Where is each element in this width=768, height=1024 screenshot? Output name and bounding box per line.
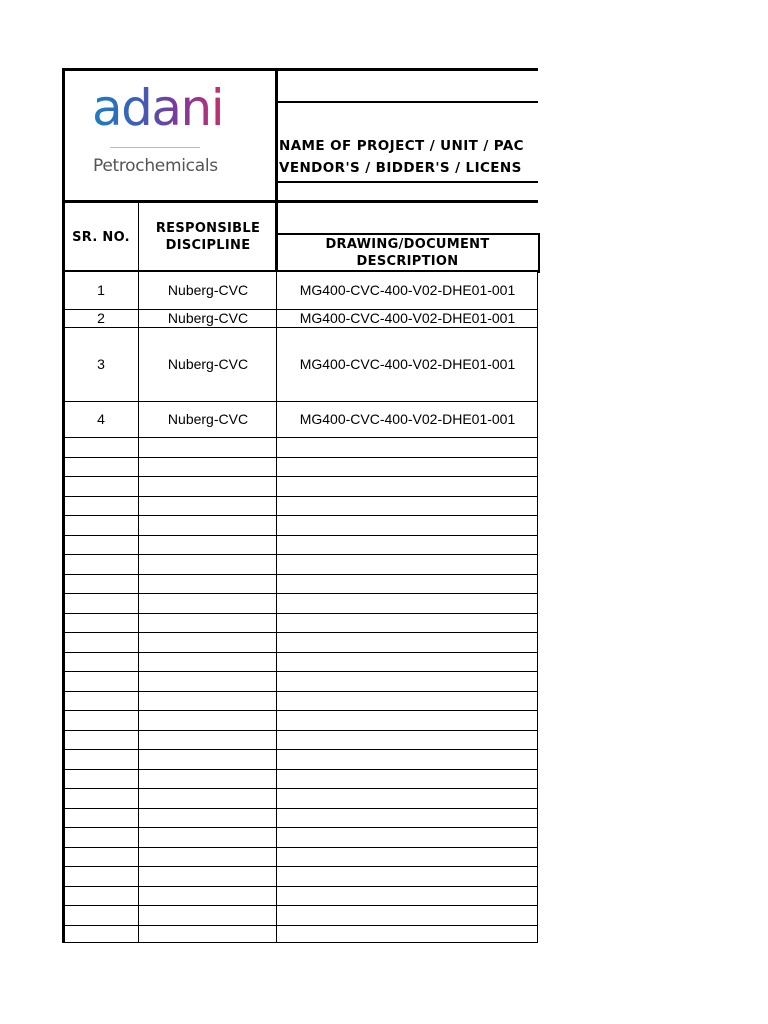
row-divider	[63, 476, 538, 477]
row-divider	[63, 866, 538, 867]
row-divider	[63, 905, 538, 906]
row-divider	[63, 554, 538, 555]
cell-description: MG400-CVC-400-V02-DHE01-001	[299, 356, 516, 372]
column-divider	[138, 203, 139, 943]
row-divider	[63, 515, 538, 516]
cell-discipline: Nuberg-CVC	[167, 356, 249, 372]
row-divider	[63, 457, 538, 458]
row-divider	[63, 925, 538, 926]
header-row-rule	[277, 101, 538, 103]
header-right-border	[538, 233, 540, 273]
row-divider	[63, 827, 538, 828]
cell-sr-no: 4	[97, 411, 105, 427]
cell-sr-no: 2	[97, 310, 105, 326]
cell-description: MG400-CVC-400-V02-DHE01-001	[299, 411, 516, 427]
row-divider	[63, 535, 538, 536]
column-right-border	[537, 270, 538, 943]
vendor-label: VENDOR'S / BIDDER'S / LICENS	[279, 160, 522, 176]
cell-sr-no: 1	[97, 282, 105, 298]
row-divider	[63, 327, 538, 328]
row-divider	[63, 886, 538, 887]
row-divider	[63, 808, 538, 809]
row-divider	[63, 691, 538, 692]
row-divider	[63, 309, 538, 310]
row-divider	[63, 613, 538, 614]
column-divider	[276, 270, 277, 943]
row-divider	[63, 632, 538, 633]
cell-discipline: Nuberg-CVC	[167, 310, 249, 326]
row-divider	[63, 671, 538, 672]
row-divider	[63, 730, 538, 731]
row-divider	[63, 496, 538, 497]
row-divider	[63, 788, 538, 789]
row-divider	[63, 942, 538, 943]
row-divider	[63, 749, 538, 750]
header-section-rule	[62, 200, 538, 203]
project-name-label: NAME OF PROJECT / UNIT / PAC	[279, 138, 524, 154]
cell-description: MG400-CVC-400-V02-DHE01-001	[299, 310, 516, 326]
row-divider	[63, 847, 538, 848]
row-divider	[63, 401, 538, 402]
row-divider	[63, 593, 538, 594]
header-responsible-discipline: RESPONSIBLE DISCIPLINE	[155, 221, 261, 253]
header-logo-divider	[275, 68, 278, 272]
logo-subtitle: Petrochemicals	[93, 156, 218, 176]
row-divider	[63, 769, 538, 770]
row-divider	[63, 652, 538, 653]
row-divider	[63, 574, 538, 575]
header-sr-no: SR. NO.	[72, 229, 130, 245]
row-divider	[63, 710, 538, 711]
adani-logo-wordmark: adani	[92, 79, 224, 137]
header-row-rule	[277, 181, 538, 183]
cell-sr-no: 3	[97, 356, 105, 372]
frame-top-border	[62, 68, 538, 71]
cell-discipline: Nuberg-CVC	[167, 411, 249, 427]
header-bottom-border	[62, 270, 540, 272]
header-drawing-description: DRAWING/DOCUMENT DESCRIPTION	[325, 237, 490, 269]
header-row-rule	[277, 233, 538, 235]
cell-discipline: Nuberg-CVC	[167, 282, 249, 298]
cell-description: MG400-CVC-400-V02-DHE01-001	[299, 282, 516, 298]
row-divider	[63, 437, 538, 438]
logo-divider	[110, 147, 200, 148]
